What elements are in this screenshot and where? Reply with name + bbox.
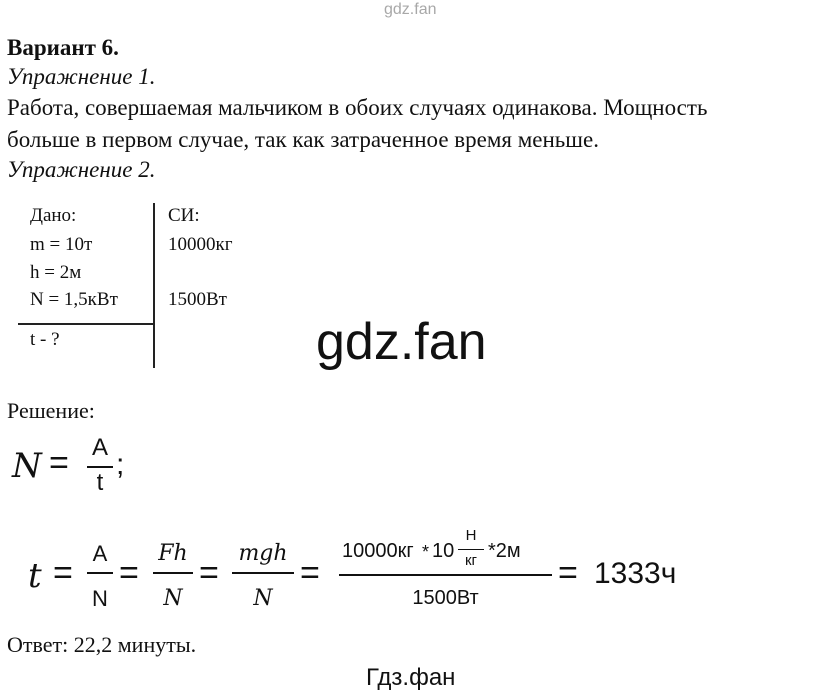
find-time: t - ?	[30, 329, 60, 350]
formula-2-frac1-den: N	[92, 586, 108, 611]
formula-2-big-num-mass: 10000кг	[342, 540, 414, 562]
formula-2-unit-bar	[458, 549, 484, 550]
formula-2-big-num-height: *2м	[488, 540, 521, 562]
given-height: h = 2м	[30, 262, 82, 283]
formula-2-frac2-num: Fh	[158, 541, 188, 566]
given-mass: m = 10т	[30, 234, 93, 255]
si-mass: 10000кг	[168, 234, 233, 255]
formula-2-frac1-bar	[87, 572, 113, 574]
answer-line: Ответ: 22,2 минуты.	[7, 632, 197, 657]
solution-label: Решение:	[7, 398, 95, 423]
formula-2-equals-5: =	[558, 554, 578, 592]
watermark-top: gdz.fan	[384, 1, 437, 18]
formula-2-equals-1: =	[53, 554, 73, 592]
formula-2-big-bar	[339, 574, 552, 576]
si-header: СИ:	[168, 205, 200, 226]
given-table	[18, 203, 263, 371]
formula-2-unit-num: Н	[465, 527, 477, 544]
exercise-2-label: Упражнение 2.	[7, 157, 156, 182]
given-power: N = 1,5кВт	[30, 289, 118, 310]
exercise-1-label: Упражнение 1.	[7, 64, 156, 89]
formula-2-result: 1333ч	[594, 557, 677, 590]
formula-2-equals-3: =	[199, 554, 219, 592]
watermark-center: gdz.fan	[316, 313, 487, 371]
given-header: Дано:	[30, 205, 77, 226]
formula-2-frac3-num: mgh	[238, 541, 288, 566]
formula-1-denominator: t	[96, 469, 104, 496]
formula-2-big-num-g: 10	[432, 540, 455, 562]
exercise-1-line-2: больше в первом случае, так как затраченное время меньше.	[7, 127, 599, 152]
formula-1-lhs: N	[12, 446, 42, 486]
formula-1-equals: =	[49, 444, 69, 482]
si-power: 1500Вт	[168, 289, 227, 310]
formula-2-frac3-bar	[232, 572, 294, 574]
formula-2-unit-den: кг	[464, 552, 478, 569]
formula-2-big-num-star: *	[422, 542, 430, 562]
formula-2-frac2-bar	[153, 572, 193, 574]
table-vertical-divider	[153, 203, 155, 368]
formula-2-frac1-num: A	[92, 541, 108, 566]
formula-2-equals-4: =	[300, 554, 320, 592]
formula-2-frac2-den: N	[163, 586, 183, 611]
variant-heading: Вариант 6.	[7, 35, 119, 60]
formula-2-equals-2: =	[119, 554, 139, 592]
exercise-1-line-1: Работа, совершаемая мальчиком в обоих случаях одинакова. Мощность	[7, 95, 708, 120]
formula-2-big-den: 1500Вт	[412, 587, 479, 609]
formula-2-t: t	[28, 556, 42, 596]
formula-1-semicolon: ;	[116, 448, 125, 481]
formula-1-numerator: A	[91, 434, 108, 461]
watermark-bottom: Гдз.фан	[366, 664, 456, 691]
formula-1-fraction-bar	[87, 466, 113, 468]
table-horizontal-divider	[18, 323, 155, 325]
formula-2-frac3-den: N	[253, 586, 273, 611]
